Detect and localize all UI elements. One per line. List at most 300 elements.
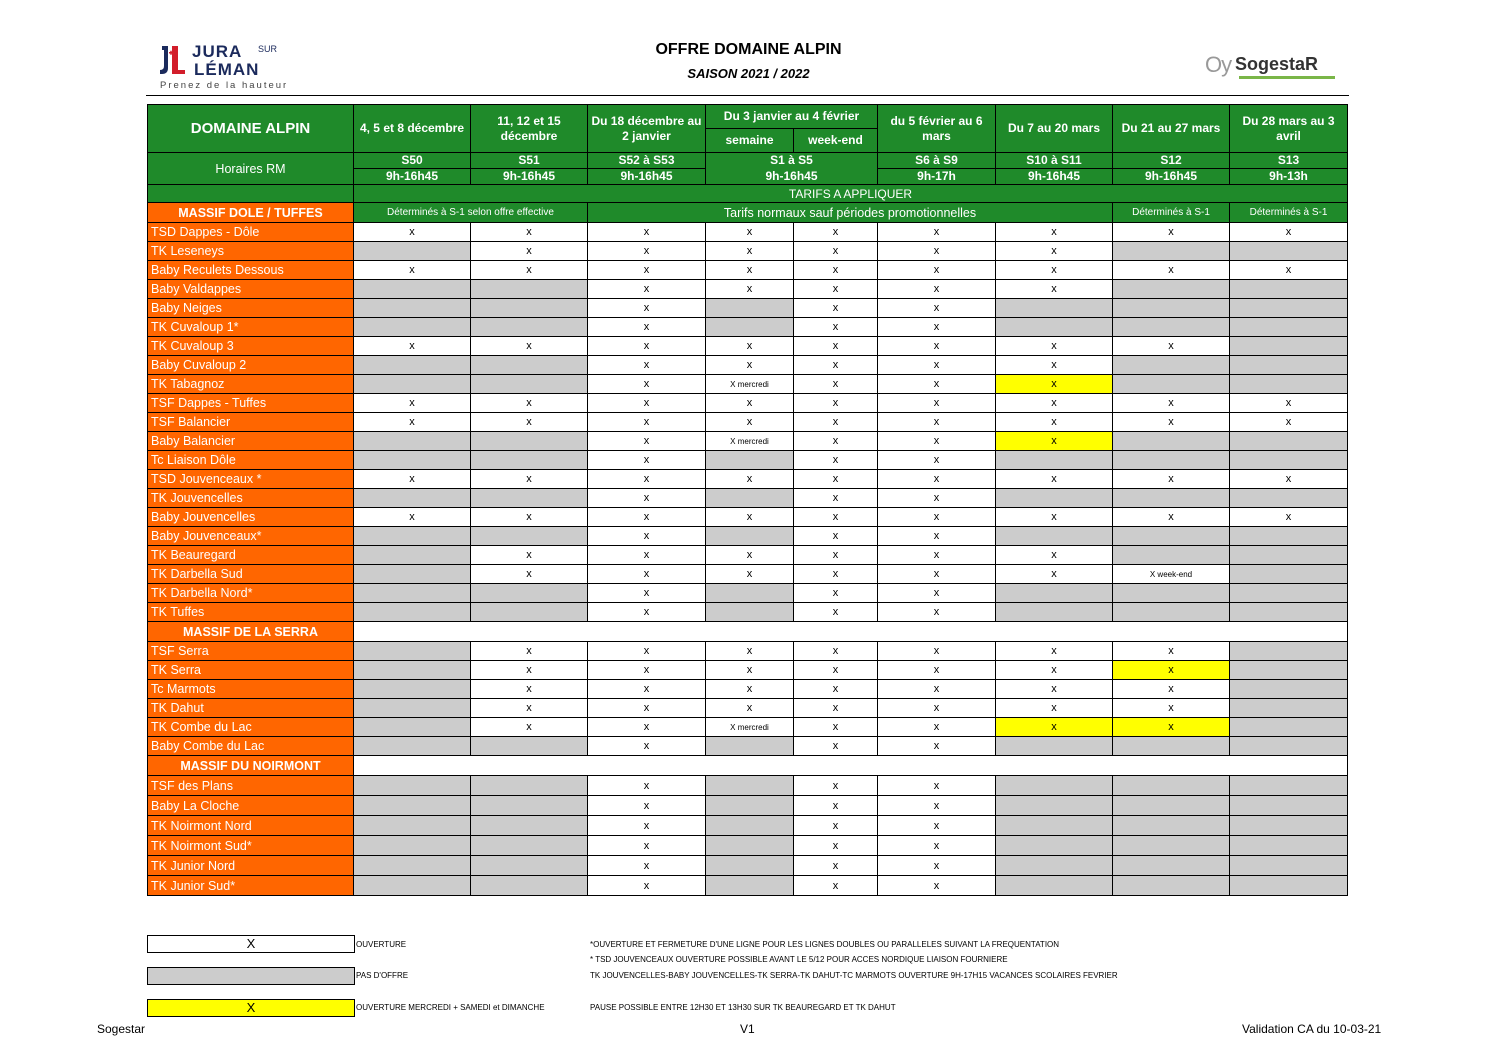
note-3: TK JOUVENCELLES-BABY JOUVENCELLES-TK SERRA-TK DAHUT-TC MARMOTS OUVERTURE 9H-17H15 VACANCES SCOLAIRES FEVRIER bbox=[590, 971, 1118, 980]
massif-dole-header: MASSIF DOLE / TUFFES bbox=[148, 203, 354, 223]
open-mark: x bbox=[588, 776, 706, 796]
open-mark: x bbox=[1230, 508, 1348, 527]
open-mark: x bbox=[794, 546, 878, 565]
table-row bbox=[148, 796, 1348, 816]
massif-serra-header: MASSIF DE LA SERRA bbox=[148, 622, 354, 642]
lift-name: TK Tuffes bbox=[148, 603, 354, 622]
open-mark: x bbox=[878, 527, 996, 546]
lift-name: Baby Balancier bbox=[148, 432, 354, 451]
no-offer-cell bbox=[706, 836, 794, 856]
open-mark: x bbox=[794, 489, 878, 508]
open-mark: x bbox=[588, 375, 706, 394]
lift-name: Baby Combe du Lac bbox=[148, 737, 354, 756]
weekend-mark: X week-end bbox=[1113, 565, 1230, 584]
hours-cell: 9h-16h45 bbox=[706, 169, 878, 185]
no-offer-cell bbox=[354, 432, 471, 451]
no-offer-cell bbox=[996, 876, 1113, 896]
no-offer-cell bbox=[1113, 280, 1230, 299]
no-offer-cell bbox=[354, 299, 471, 318]
no-offer-cell bbox=[706, 856, 794, 876]
open-mark: x bbox=[471, 508, 588, 527]
open-mark: x bbox=[878, 375, 996, 394]
open-mark: x bbox=[996, 565, 1113, 584]
table-row bbox=[148, 565, 1348, 584]
open-mark: x bbox=[706, 642, 794, 661]
no-offer-cell bbox=[354, 642, 471, 661]
no-offer-cell bbox=[354, 375, 471, 394]
period-header: Du 28 mars au 3 avril bbox=[1230, 105, 1348, 153]
open-mark: x bbox=[1230, 261, 1348, 280]
open-mark: x bbox=[588, 508, 706, 527]
no-offer-cell bbox=[1230, 432, 1348, 451]
open-mark: x bbox=[794, 394, 878, 413]
no-offer-cell bbox=[354, 242, 471, 261]
open-mark: x bbox=[588, 280, 706, 299]
massif-noirmont-header: MASSIF DU NOIRMONT bbox=[148, 756, 354, 776]
no-offer-cell bbox=[471, 527, 588, 546]
open-mark: x bbox=[1113, 642, 1230, 661]
open-mark: x bbox=[471, 394, 588, 413]
no-offer-cell bbox=[1113, 737, 1230, 756]
open-mark: x bbox=[996, 280, 1113, 299]
period-header: du 5 février au 6 mars bbox=[878, 105, 996, 153]
open-mark: x bbox=[588, 527, 706, 546]
lift-name: TK Jouvencelles bbox=[148, 489, 354, 508]
open-mark: x bbox=[354, 508, 471, 527]
table-row bbox=[148, 680, 1348, 699]
table-row bbox=[148, 413, 1348, 432]
open-mark: x bbox=[996, 546, 1113, 565]
open-mark: x bbox=[794, 661, 878, 680]
open-mark: x bbox=[588, 737, 706, 756]
open-mark: x bbox=[878, 261, 996, 280]
no-offer-cell bbox=[1230, 680, 1348, 699]
no-offer-cell bbox=[1113, 356, 1230, 375]
period-header: Du 18 décembre au 2 janvier bbox=[588, 105, 706, 153]
open-mark: x bbox=[996, 642, 1113, 661]
no-offer-cell bbox=[1230, 661, 1348, 680]
lift-name: TK Darbella Nord* bbox=[148, 584, 354, 603]
wednesday-mark: X mercredi bbox=[706, 375, 794, 394]
no-offer-cell bbox=[1230, 299, 1348, 318]
period-header: 4, 5 et 8 décembre bbox=[354, 105, 471, 153]
week-code: S12 bbox=[1113, 153, 1230, 169]
legend-open-swatch: X bbox=[147, 935, 355, 953]
lift-name: TSF Balancier bbox=[148, 413, 354, 432]
lift-name: TK Tabagnoz bbox=[148, 375, 354, 394]
hours-cell: 9h-16h45 bbox=[471, 169, 588, 185]
open-mark: x bbox=[878, 816, 996, 836]
open-mark: x bbox=[706, 661, 794, 680]
table-row bbox=[148, 584, 1348, 603]
open-mark: x bbox=[878, 661, 996, 680]
open-mark: x bbox=[471, 680, 588, 699]
no-offer-cell bbox=[354, 603, 471, 622]
table-row bbox=[148, 375, 1348, 394]
open-mark: x bbox=[996, 661, 1113, 680]
open-mark: x bbox=[996, 470, 1113, 489]
tarif-note: Déterminés à S-1 bbox=[1113, 203, 1230, 223]
legend-no-offer-swatch bbox=[147, 967, 355, 985]
open-mark: x bbox=[794, 337, 878, 356]
open-mark: x bbox=[794, 816, 878, 836]
open-mark: x bbox=[588, 876, 706, 896]
open-mark: x bbox=[706, 337, 794, 356]
table-row bbox=[148, 876, 1348, 896]
no-offer-cell bbox=[354, 737, 471, 756]
open-mark: x bbox=[996, 508, 1113, 527]
lift-name: Baby Neiges bbox=[148, 299, 354, 318]
no-offer-cell bbox=[471, 299, 588, 318]
no-offer-cell bbox=[706, 318, 794, 337]
period-header: Du 21 au 27 mars bbox=[1113, 105, 1230, 153]
no-offer-cell bbox=[1113, 318, 1230, 337]
open-mark: x bbox=[354, 337, 471, 356]
partial-open-mark: x bbox=[996, 718, 1113, 737]
hours-cell: 9h-16h45 bbox=[588, 169, 706, 185]
lift-name: Baby Jouvencelles bbox=[148, 508, 354, 527]
no-offer-cell bbox=[1230, 356, 1348, 375]
no-offer-cell bbox=[1230, 527, 1348, 546]
open-mark: x bbox=[996, 242, 1113, 261]
open-mark: x bbox=[878, 680, 996, 699]
footer-version: V1 bbox=[740, 1022, 755, 1036]
table-row bbox=[148, 699, 1348, 718]
no-offer-cell bbox=[471, 318, 588, 337]
open-mark: x bbox=[588, 413, 706, 432]
open-mark: x bbox=[878, 318, 996, 337]
table-row bbox=[148, 642, 1348, 661]
open-mark: x bbox=[794, 876, 878, 896]
open-mark: x bbox=[706, 223, 794, 242]
open-mark: x bbox=[1113, 337, 1230, 356]
no-offer-cell bbox=[706, 299, 794, 318]
no-offer-cell bbox=[1230, 451, 1348, 470]
open-mark: x bbox=[588, 836, 706, 856]
no-offer-cell bbox=[354, 776, 471, 796]
open-mark: x bbox=[996, 223, 1113, 242]
table-row bbox=[148, 451, 1348, 470]
week-code: S13 bbox=[1230, 153, 1348, 169]
open-mark: x bbox=[878, 299, 996, 318]
open-mark: x bbox=[996, 356, 1113, 375]
table-row bbox=[148, 489, 1348, 508]
open-mark: x bbox=[794, 737, 878, 756]
table-row bbox=[148, 223, 1348, 242]
open-mark: x bbox=[588, 796, 706, 816]
no-offer-cell bbox=[1113, 796, 1230, 816]
no-offer-cell bbox=[996, 856, 1113, 876]
lift-name: TSD Dappes - Dôle bbox=[148, 223, 354, 242]
table-row bbox=[148, 661, 1348, 680]
no-offer-cell bbox=[996, 816, 1113, 836]
open-mark: x bbox=[706, 546, 794, 565]
no-offer-cell bbox=[1230, 375, 1348, 394]
no-offer-cell bbox=[1230, 603, 1348, 622]
open-mark: x bbox=[794, 261, 878, 280]
no-offer-cell bbox=[1230, 836, 1348, 856]
table-row bbox=[148, 603, 1348, 622]
no-offer-cell bbox=[354, 816, 471, 836]
open-mark: x bbox=[588, 451, 706, 470]
no-offer-cell bbox=[354, 527, 471, 546]
note-4: PAUSE POSSIBLE ENTRE 12H30 ET 13H30 SUR TK BEAUREGARD ET TK DAHUT bbox=[590, 1003, 896, 1012]
no-offer-cell bbox=[706, 527, 794, 546]
open-mark: x bbox=[706, 699, 794, 718]
open-mark: x bbox=[471, 223, 588, 242]
lift-name: TSD Jouvenceaux * bbox=[148, 470, 354, 489]
no-offer-cell bbox=[1230, 816, 1348, 836]
no-offer-cell bbox=[354, 661, 471, 680]
open-mark: x bbox=[878, 876, 996, 896]
lift-name: TK Noirmont Nord bbox=[148, 816, 354, 836]
no-offer-cell bbox=[354, 836, 471, 856]
open-mark: x bbox=[878, 470, 996, 489]
open-mark: x bbox=[794, 527, 878, 546]
no-offer-cell bbox=[354, 565, 471, 584]
open-mark: x bbox=[588, 356, 706, 375]
no-offer-cell bbox=[1113, 876, 1230, 896]
open-mark: x bbox=[706, 394, 794, 413]
no-offer-cell bbox=[354, 489, 471, 508]
no-offer-cell bbox=[996, 451, 1113, 470]
week-code: S6 à S9 bbox=[878, 153, 996, 169]
open-mark: x bbox=[996, 413, 1113, 432]
open-mark: x bbox=[996, 699, 1113, 718]
open-mark: x bbox=[1230, 413, 1348, 432]
no-offer-cell bbox=[706, 737, 794, 756]
no-offer-cell bbox=[1113, 776, 1230, 796]
open-mark: x bbox=[588, 856, 706, 876]
open-mark: x bbox=[471, 642, 588, 661]
open-mark: x bbox=[794, 603, 878, 622]
lift-name: Tc Liaison Dôle bbox=[148, 451, 354, 470]
open-mark: x bbox=[878, 565, 996, 584]
open-mark: x bbox=[794, 680, 878, 699]
open-mark: x bbox=[878, 223, 996, 242]
open-mark: x bbox=[588, 489, 706, 508]
no-offer-cell bbox=[1113, 375, 1230, 394]
open-mark: x bbox=[588, 680, 706, 699]
open-mark: x bbox=[588, 337, 706, 356]
open-mark: x bbox=[354, 261, 471, 280]
no-offer-cell bbox=[1230, 546, 1348, 565]
lift-name: Tc Marmots bbox=[148, 680, 354, 699]
wednesday-mark: X mercredi bbox=[706, 718, 794, 737]
open-mark: x bbox=[706, 565, 794, 584]
open-mark: x bbox=[588, 584, 706, 603]
footer-left: Sogestar bbox=[97, 1022, 146, 1036]
no-offer-cell bbox=[996, 603, 1113, 622]
open-mark: x bbox=[878, 737, 996, 756]
open-mark: x bbox=[878, 546, 996, 565]
no-offer-cell bbox=[1113, 546, 1230, 565]
logo-tagline: Prenez de la hauteur bbox=[160, 80, 289, 91]
open-mark: x bbox=[878, 280, 996, 299]
open-mark: x bbox=[794, 470, 878, 489]
open-mark: x bbox=[471, 337, 588, 356]
open-mark: x bbox=[1113, 261, 1230, 280]
open-mark: x bbox=[588, 470, 706, 489]
no-offer-cell bbox=[1230, 565, 1348, 584]
lift-name: TSF des Plans bbox=[148, 776, 354, 796]
open-mark: x bbox=[878, 451, 996, 470]
open-mark: x bbox=[794, 318, 878, 337]
no-offer-cell bbox=[1230, 699, 1348, 718]
open-mark: x bbox=[794, 280, 878, 299]
open-mark: x bbox=[878, 642, 996, 661]
open-mark: x bbox=[354, 223, 471, 242]
no-offer-cell bbox=[354, 318, 471, 337]
open-mark: x bbox=[794, 432, 878, 451]
lift-name: Baby Cuvaloup 2 bbox=[148, 356, 354, 375]
no-offer-cell bbox=[1230, 584, 1348, 603]
open-mark: x bbox=[1113, 699, 1230, 718]
open-mark: x bbox=[878, 699, 996, 718]
header-divider bbox=[146, 95, 1349, 96]
open-mark: x bbox=[794, 375, 878, 394]
blank-cell bbox=[148, 185, 354, 203]
partial-open-mark: x bbox=[996, 432, 1113, 451]
open-mark: x bbox=[794, 223, 878, 242]
table-row bbox=[148, 836, 1348, 856]
open-mark: x bbox=[878, 836, 996, 856]
period-header: 11, 12 et 15 décembre bbox=[471, 105, 588, 153]
open-mark: x bbox=[1113, 508, 1230, 527]
open-mark: x bbox=[794, 508, 878, 527]
tarif-note: Déterminés à S-1 bbox=[1230, 203, 1348, 223]
partial-open-mark: x bbox=[996, 375, 1113, 394]
no-offer-cell bbox=[471, 489, 588, 508]
table-row bbox=[148, 737, 1348, 756]
open-mark: x bbox=[794, 299, 878, 318]
open-mark: x bbox=[878, 394, 996, 413]
domain-header: DOMAINE ALPIN bbox=[148, 105, 354, 153]
no-offer-cell bbox=[706, 776, 794, 796]
open-mark: x bbox=[471, 413, 588, 432]
lift-name: Baby Valdappes bbox=[148, 280, 354, 299]
no-offer-cell bbox=[354, 356, 471, 375]
open-mark: x bbox=[878, 776, 996, 796]
table-row bbox=[148, 816, 1348, 836]
blank-cell bbox=[354, 622, 1348, 642]
logo-text-jura: JURA bbox=[192, 42, 243, 61]
no-offer-cell bbox=[1230, 280, 1348, 299]
week-code: S52 à S53 bbox=[588, 153, 706, 169]
lift-name: TK Leseneys bbox=[148, 242, 354, 261]
no-offer-cell bbox=[354, 718, 471, 737]
no-offer-cell bbox=[354, 876, 471, 896]
lift-name: TK Cuvaloup 3 bbox=[148, 337, 354, 356]
no-offer-cell bbox=[706, 816, 794, 836]
no-offer-cell bbox=[354, 680, 471, 699]
hours-cell: 9h-17h bbox=[878, 169, 996, 185]
open-mark: x bbox=[794, 584, 878, 603]
hours-cell: 9h-16h45 bbox=[996, 169, 1113, 185]
open-mark: x bbox=[588, 718, 706, 737]
open-mark: x bbox=[794, 242, 878, 261]
open-mark: x bbox=[1113, 470, 1230, 489]
no-offer-cell bbox=[706, 796, 794, 816]
open-mark: x bbox=[588, 432, 706, 451]
open-mark: x bbox=[1113, 223, 1230, 242]
open-mark: x bbox=[878, 796, 996, 816]
no-offer-cell bbox=[1230, 718, 1348, 737]
open-mark: x bbox=[588, 318, 706, 337]
lift-name: TK Serra bbox=[148, 661, 354, 680]
open-mark: x bbox=[706, 242, 794, 261]
table-row bbox=[148, 527, 1348, 546]
open-mark: x bbox=[996, 337, 1113, 356]
offer-table bbox=[147, 104, 1348, 896]
massif-row bbox=[148, 756, 1348, 776]
no-offer-cell bbox=[1113, 584, 1230, 603]
open-mark: x bbox=[471, 242, 588, 261]
no-offer-cell bbox=[1230, 318, 1348, 337]
open-mark: x bbox=[588, 642, 706, 661]
open-mark: x bbox=[1113, 413, 1230, 432]
open-mark: x bbox=[588, 816, 706, 836]
open-mark: x bbox=[878, 356, 996, 375]
open-mark: x bbox=[588, 223, 706, 242]
table-row bbox=[148, 546, 1348, 565]
open-mark: x bbox=[878, 337, 996, 356]
no-offer-cell bbox=[996, 796, 1113, 816]
page-subtitle: SAISON 2021 / 2022 bbox=[687, 66, 810, 81]
open-mark: x bbox=[706, 470, 794, 489]
open-mark: x bbox=[794, 718, 878, 737]
no-offer-cell bbox=[1113, 836, 1230, 856]
open-mark: x bbox=[1113, 680, 1230, 699]
no-offer-cell bbox=[471, 280, 588, 299]
open-mark: x bbox=[1230, 394, 1348, 413]
open-mark: x bbox=[996, 394, 1113, 413]
no-offer-cell bbox=[1113, 451, 1230, 470]
no-offer-cell bbox=[1230, 776, 1348, 796]
hours-cell: 9h-13h bbox=[1230, 169, 1348, 185]
no-offer-cell bbox=[1113, 489, 1230, 508]
sogestar-logo-mark: Oy bbox=[1205, 52, 1232, 77]
subperiod-header: week-end bbox=[794, 129, 878, 153]
open-mark: x bbox=[706, 261, 794, 280]
no-offer-cell bbox=[1113, 432, 1230, 451]
no-offer-cell bbox=[996, 489, 1113, 508]
open-mark: x bbox=[588, 603, 706, 622]
legend-partial-swatch: X bbox=[147, 999, 355, 1017]
open-mark: x bbox=[471, 661, 588, 680]
lift-name: Baby Jouvenceaux* bbox=[148, 527, 354, 546]
open-mark: x bbox=[794, 451, 878, 470]
no-offer-cell bbox=[1113, 527, 1230, 546]
open-mark: x bbox=[794, 796, 878, 816]
footer-validation: Validation CA du 10-03-21 bbox=[1242, 1022, 1382, 1036]
no-offer-cell bbox=[354, 584, 471, 603]
lift-name: TSF Serra bbox=[148, 642, 354, 661]
open-mark: x bbox=[354, 413, 471, 432]
no-offer-cell bbox=[996, 737, 1113, 756]
no-offer-cell bbox=[471, 603, 588, 622]
no-offer-cell bbox=[1230, 737, 1348, 756]
open-mark: x bbox=[471, 699, 588, 718]
open-mark: x bbox=[878, 508, 996, 527]
table-row bbox=[148, 776, 1348, 796]
open-mark: x bbox=[1230, 223, 1348, 242]
open-mark: x bbox=[878, 856, 996, 876]
table-row bbox=[148, 432, 1348, 451]
open-mark: x bbox=[588, 299, 706, 318]
no-offer-cell bbox=[471, 375, 588, 394]
no-offer-cell bbox=[996, 776, 1113, 796]
